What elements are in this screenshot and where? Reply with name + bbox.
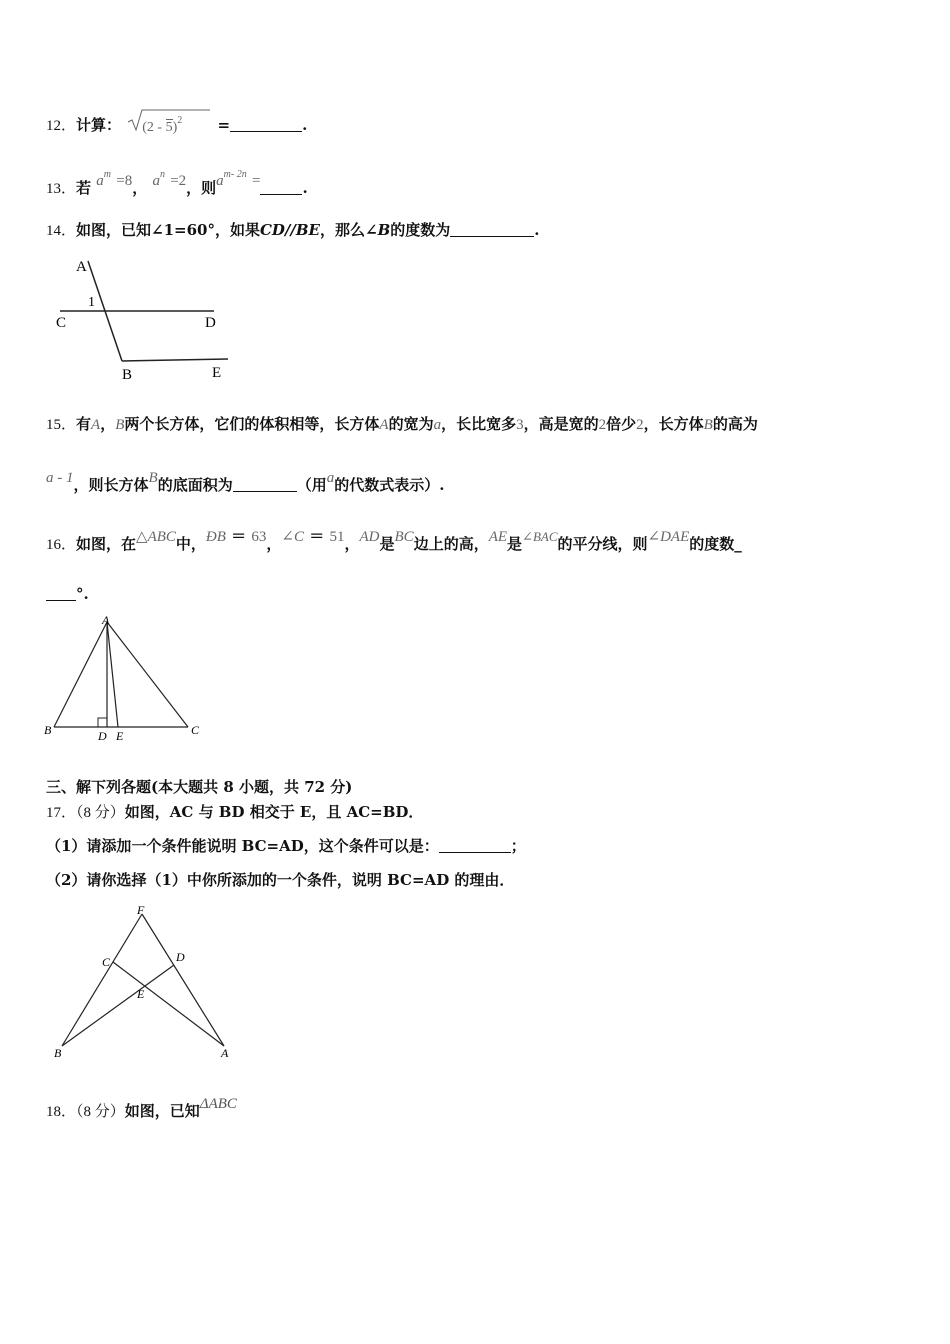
line-be (122, 359, 228, 361)
answer-blank[interactable] (260, 180, 302, 195)
question-text: 如图，AC 与 BD 相交于 E，且 AC=BD． (124, 803, 424, 821)
separator: ，则 (186, 179, 217, 197)
label-1: 1 (88, 295, 95, 310)
question-number: 15． (46, 417, 77, 433)
question-text: 两个长方体，它们的体积相等，长方体 (124, 415, 380, 433)
formula-cd-be: CD//BE (259, 221, 320, 239)
formula-exp: n (159, 169, 165, 180)
question-12 (46, 114, 307, 138)
label-b: B (44, 723, 52, 737)
question-text: 的高为 (712, 415, 758, 433)
formula-width: a (433, 417, 442, 433)
question-text: ，长方体 (643, 415, 704, 433)
label-f: F (137, 903, 145, 917)
right-angle-mark (98, 718, 107, 727)
degree-mark: °. (76, 585, 89, 603)
expr-close: ) (172, 120, 178, 135)
answer-blank[interactable] (450, 222, 534, 237)
separator: ， (132, 179, 148, 197)
formula-dae: ∠DAE (647, 529, 690, 545)
question-number: 18． (46, 1104, 77, 1120)
expr-part: (2 - (142, 120, 166, 135)
formula-a: a (326, 470, 335, 486)
question-text: 倍少 (606, 415, 637, 433)
question-text: ，那么∠ (319, 221, 378, 239)
question-number: 16． (46, 537, 77, 553)
question-text: （2）请你选择（1）中你所添加的一个条件，说明 BC=AD 的理由． (46, 871, 515, 889)
separator: ， (344, 535, 360, 553)
question-14 (46, 220, 540, 241)
formula-b: B (377, 221, 391, 239)
line-fb (62, 914, 142, 1046)
formula-base: a (152, 173, 160, 189)
question-text: 的底面积为 (157, 476, 233, 494)
question-text: 的代数式表示）. (334, 476, 445, 494)
question-18 (46, 1096, 237, 1122)
question-number: 14． (46, 223, 77, 239)
question-17-part-2 (46, 870, 514, 890)
formula-base: a (216, 173, 224, 189)
period: . (534, 221, 540, 239)
score: （8 分） (76, 1104, 125, 1120)
formula-exp: m (103, 169, 111, 180)
score: （8 分） (76, 805, 125, 821)
question-number: 13． (46, 181, 77, 197)
expr-root: 5 (165, 120, 173, 135)
question-16-line-2 (46, 584, 89, 604)
formula-63: 63 (251, 529, 267, 545)
formula-b: B (148, 470, 158, 486)
label-c: C (191, 723, 200, 737)
label-a: A (76, 259, 87, 275)
formula-3: 3 (516, 417, 524, 433)
label-e: E (212, 365, 222, 381)
question-text: 是 (379, 535, 395, 553)
question-16 (46, 529, 742, 555)
formula-51: 51 (329, 529, 345, 545)
label-e: E (137, 987, 145, 1001)
question-13 (46, 169, 308, 199)
side-ac (107, 622, 188, 727)
formula-eq: ＝ (231, 529, 247, 545)
separator: ， (266, 535, 282, 553)
question-17 (46, 802, 423, 823)
figure-crossed-triangles (48, 902, 238, 1064)
question-text: 如图，已知 (124, 1102, 200, 1120)
section-title-text: 三、解下列各题(本大题共 8 小题，共 72 分) (46, 778, 353, 796)
section-title (46, 777, 352, 797)
period: . (302, 116, 308, 134)
label-e: E (116, 729, 124, 743)
answer-blank[interactable] (233, 477, 297, 492)
formula-a: A (91, 417, 101, 433)
formula-2: 2 (636, 417, 644, 433)
question-text: 的度数_ (689, 535, 742, 553)
question-15 (46, 414, 758, 435)
bisector-ae (107, 622, 118, 727)
line-db (62, 965, 174, 1046)
label-c: C (102, 955, 111, 969)
label-a: A (221, 1046, 229, 1060)
question-text: 如图，已知∠1=60°，如果 (76, 221, 260, 239)
question-text: 中， (175, 535, 206, 553)
expr-power: 2 (177, 115, 183, 126)
question-number: 12． (46, 118, 77, 134)
equals-sign: = (217, 116, 231, 134)
figure-triangle-abc (40, 612, 210, 744)
separator: ， (100, 415, 116, 433)
question-text: 的度数为 (390, 221, 451, 239)
question-text: 的宽为 (388, 415, 434, 433)
formula-eq: ＝ (309, 529, 325, 545)
formula-value: =8 (116, 173, 133, 189)
separator: ； (510, 837, 526, 855)
question-text: 边上的高， (413, 535, 489, 553)
formula-b: B (703, 417, 713, 433)
formula-eq: = (251, 173, 261, 189)
formula-ad: AD (359, 529, 380, 545)
question-number: 17． (46, 805, 77, 821)
question-text: 有 (76, 415, 92, 433)
label-a: A (102, 613, 110, 627)
label-b: B (122, 367, 133, 383)
question-text: 的平分线，则 (557, 535, 648, 553)
line-fa (142, 914, 224, 1046)
formula-ae: AE (488, 529, 508, 545)
label-b: B (54, 1046, 62, 1060)
line-ca (113, 962, 224, 1046)
label-d: D (98, 729, 107, 743)
label-c: C (56, 315, 67, 331)
formula-exp: m- 2n (223, 169, 247, 180)
question-text: 是 (507, 535, 523, 553)
formula-a: A (379, 417, 389, 433)
formula-sqrt (126, 110, 217, 135)
formula-base: a (96, 173, 104, 189)
answer-blank[interactable] (230, 117, 302, 132)
formula-angle-c: ∠C (281, 529, 304, 545)
formula-2: 2 (598, 417, 607, 433)
question-17-part-1 (46, 836, 526, 856)
question-text: （1）请添加一个条件能说明 BC=AD，这个条件可以是： (46, 837, 439, 855)
period: . (302, 179, 308, 197)
formula-height: a - 1 (46, 470, 74, 486)
question-text: ，高是宽的 (523, 415, 599, 433)
question-text: ，则长方体 (73, 476, 149, 494)
formula-value: =2 (170, 173, 187, 189)
formula-b: B (115, 417, 125, 433)
question-text: ，长比宽多 (441, 415, 517, 433)
label-d: D (176, 950, 185, 964)
formula-triangle: △ABC (136, 529, 176, 545)
question-text: 如图，在 (76, 535, 137, 553)
formula-triangle: ΔABC (199, 1096, 237, 1112)
question-text: 计算： (76, 116, 122, 134)
figure-parallel-lines (50, 255, 240, 385)
question-15-line-2 (46, 470, 445, 496)
side-ab (54, 622, 107, 727)
label-d: D (205, 315, 216, 331)
question-text: （用 (296, 476, 327, 494)
formula-bc: BC (394, 529, 414, 545)
formula-angle-b: ÐB (205, 529, 226, 545)
answer-blank[interactable] (46, 586, 76, 601)
question-text: 若 (76, 179, 92, 197)
formula-bac: ∠BAC (522, 529, 558, 544)
answer-blank[interactable] (439, 838, 511, 853)
